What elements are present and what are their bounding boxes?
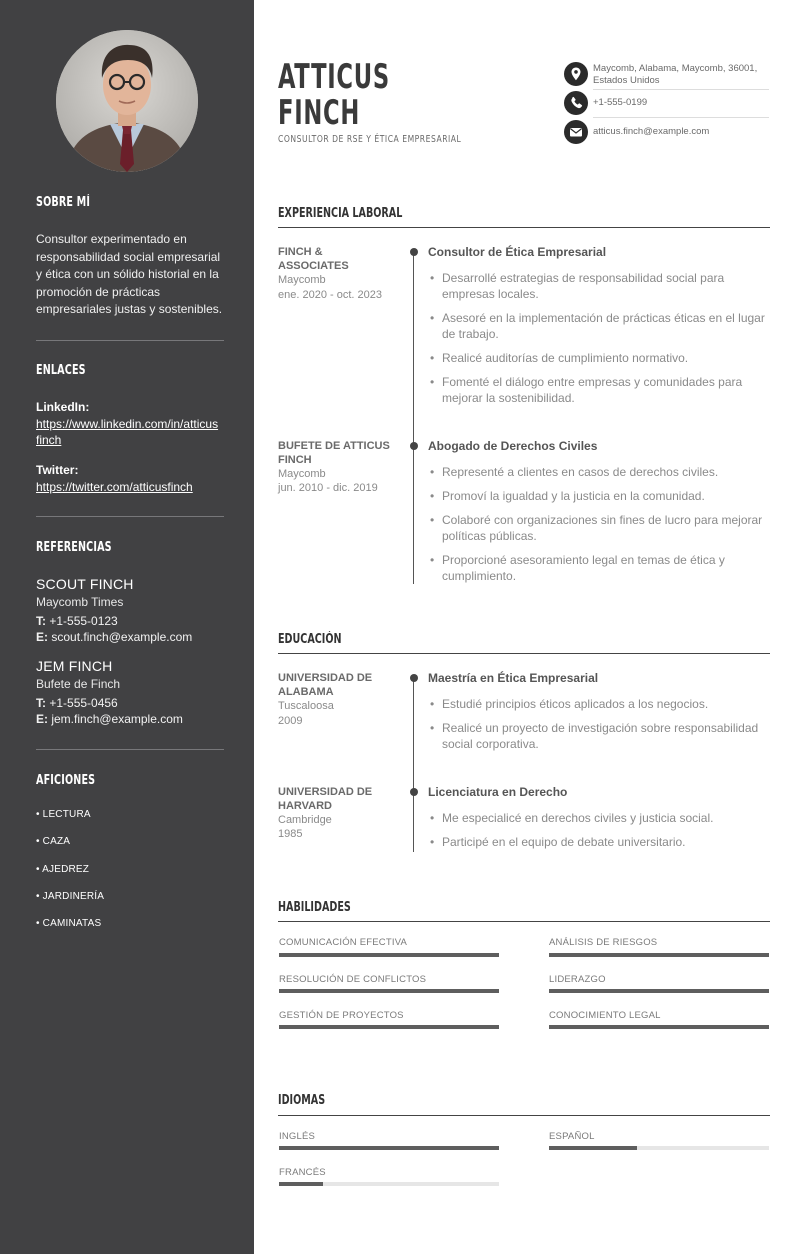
job-title: CONSULTOR DE RSE Y ÉTICA EMPRESARIAL: [278, 134, 462, 145]
email-label: E:: [36, 712, 48, 726]
language-label: FRANCÉS: [279, 1167, 326, 1178]
hobby-item: • LECTURA: [36, 809, 91, 820]
skills-title: HABILIDADES: [278, 900, 351, 915]
envelope-icon: [564, 120, 588, 144]
reference-org: Maycomb Times: [36, 595, 124, 609]
reference-name: SCOUT FINCH: [36, 576, 134, 592]
hobby-item: • CAZA: [36, 836, 71, 847]
entry-organization: UNIVERSIDAD DE HARVARD: [278, 786, 373, 812]
links-title: ENLACES: [36, 363, 86, 378]
email-value: scout.finch@example.com: [51, 630, 193, 644]
reference-name: JEM FINCH: [36, 658, 113, 674]
portrait-image: [56, 30, 198, 172]
entry-bullet: • Proporcioné asesoramiento legal en temas de ética y cumplimiento.: [430, 552, 770, 584]
language-bar: [279, 1146, 499, 1150]
reference-email: [36, 712, 183, 726]
phone-value: +1-555-0456: [49, 696, 118, 710]
skill-label: LIDERAZGO: [549, 974, 606, 985]
reference-phone: [36, 696, 118, 710]
first-name: ATTICUS: [278, 57, 390, 97]
timeline-line: [413, 678, 414, 852]
contact-divider: [593, 117, 769, 118]
timeline-line: [413, 252, 414, 584]
linkedin-label: LinkedIn:: [36, 400, 90, 414]
entry-bullet: • Realicé un proyecto de investigación sobre responsabilidad social corporativa.: [430, 720, 770, 752]
section-rule: [278, 653, 770, 654]
references-title: REFERENCIAS: [36, 540, 112, 555]
entry-location: Maycomb: [278, 274, 326, 286]
skill-label: CONOCIMIENTO LEGAL: [549, 1010, 661, 1021]
entry-role: Maestría en Ética Empresarial: [428, 671, 599, 685]
entry-bullet: • Colaboré con organizaciones sin fines de lucro para mejorar políticas públicas.: [430, 512, 770, 544]
phone-icon: [564, 91, 588, 115]
profile-photo: [56, 30, 198, 172]
entry-organization: BUFETE DE ATTICUS FINCH: [278, 440, 390, 466]
hobby-item: • AJEDREZ: [36, 864, 90, 875]
contact-email[interactable]: atticus.finch@example.com: [593, 126, 710, 137]
skill-label: GESTIÓN DE PROYECTOS: [279, 1010, 404, 1021]
entry-dates: 2009: [278, 715, 303, 727]
phone-label: T:: [36, 696, 46, 710]
email-label: E:: [36, 630, 48, 644]
skill-label: ANÁLISIS DE RIESGOS: [549, 937, 658, 948]
location-pin-icon: [564, 62, 588, 86]
experience-title: EXPERIENCIA LABORAL: [278, 206, 403, 221]
entry-bullet: • Estudié principios éticos aplicados a los negocios.: [430, 696, 770, 712]
sidebar-divider: [36, 516, 224, 517]
skill-bar: [279, 953, 499, 957]
skill-bar-fill: [279, 989, 499, 993]
timeline-dot: [410, 442, 418, 450]
entry-role: Abogado de Derechos Civiles: [428, 439, 598, 453]
entry-location: Maycomb: [278, 468, 326, 480]
linkedin-link[interactable]: https://www.linkedin.com/in/atticusfinch: [36, 417, 219, 447]
phone-label: T:: [36, 614, 46, 628]
contact-address: Maycomb, Alabama, Maycomb, 36001, Estados Unidos: [593, 63, 758, 86]
skill-label: COMUNICACIÓN EFECTIVA: [279, 937, 408, 948]
twitter-link[interactable]: https://twitter.com/atticusfinch: [36, 480, 193, 494]
entry-organization: UNIVERSIDAD DE ALABAMA: [278, 672, 373, 698]
sidebar-divider: [36, 749, 224, 750]
skill-bar: [279, 1025, 499, 1029]
skill-bar: [549, 1025, 769, 1029]
entry-bullet: • Asesoré en la implementación de prácticas éticas en el lugar de trabajo.: [430, 310, 770, 342]
hobbies-title: AFICIONES: [36, 773, 96, 788]
timeline-dot: [410, 248, 418, 256]
sidebar-divider: [36, 340, 224, 341]
entry-dates: 1985: [278, 828, 303, 840]
about-text: Consultor experimentado en responsabilidad social empresarial y ética con un sólido historial en la promoción de prácticas empresariales justas y sostenibles.: [36, 232, 223, 316]
reference-phone: [36, 614, 118, 628]
entry-bullet: • Promoví la igualdad y la justicia en la comunidad.: [430, 488, 770, 504]
timeline-dot: [410, 788, 418, 796]
twitter-label: Twitter:: [36, 463, 79, 477]
language-label: INGLÉS: [279, 1131, 316, 1142]
section-rule: [278, 1115, 770, 1116]
entry-bullet: • Me especialicé en derechos civiles y justicia social.: [430, 810, 770, 826]
about-title: SOBRE MÍ: [36, 195, 91, 210]
language-label: ESPAÑOL: [549, 1131, 595, 1142]
skill-bar-fill: [279, 1025, 499, 1029]
entry-location: Cambridge: [278, 814, 332, 826]
entry-organization: FINCH & ASSOCIATES: [278, 246, 349, 272]
entry-bullet: • Fomenté el diálogo entre empresas y comunidades para mejorar la sostenibilidad.: [430, 374, 770, 406]
skill-bar: [549, 953, 769, 957]
reference-org: Bufete de Finch: [36, 677, 121, 691]
skill-bar-fill: [279, 953, 499, 957]
entry-role: Consultor de Ética Empresarial: [428, 245, 607, 259]
section-rule: [278, 921, 770, 922]
entry-location: Tuscaloosa: [278, 700, 334, 712]
skill-bar-fill: [549, 989, 769, 993]
last-name: FINCH: [278, 93, 361, 133]
language-bar-fill: [549, 1146, 637, 1150]
email-value: jem.finch@example.com: [51, 712, 183, 726]
language-bar-fill: [279, 1146, 499, 1150]
entry-role: Licenciatura en Derecho: [428, 785, 568, 799]
education-title: EDUCACIÓN: [278, 632, 342, 647]
section-rule: [278, 227, 770, 228]
contact-phone: +1-555-0199: [593, 97, 648, 108]
entry-bullet: • Participé en el equipo de debate universitario.: [430, 834, 770, 850]
entry-dates: ene. 2020 - oct. 2023: [278, 289, 382, 301]
contact-divider: [593, 89, 769, 90]
entry-bullet: • Representé a clientes en casos de derechos civiles.: [430, 464, 770, 480]
hobby-item: • JARDINERÍA: [36, 891, 105, 902]
language-bar: [549, 1146, 769, 1150]
hobby-item: • CAMINATAS: [36, 918, 102, 929]
skill-bar-fill: [549, 953, 769, 957]
language-bar-fill: [279, 1182, 323, 1186]
phone-value: +1-555-0123: [49, 614, 118, 628]
entry-dates: jun. 2010 - dic. 2019: [278, 482, 378, 494]
skill-bar-fill: [549, 1025, 769, 1029]
entry-bullet: • Desarrollé estrategias de responsabilidad social para empresas locales.: [430, 270, 770, 302]
skill-bar: [549, 989, 769, 993]
language-bar: [279, 1182, 499, 1186]
entry-bullet: • Realicé auditorías de cumplimiento normativo.: [430, 350, 770, 366]
skill-label: RESOLUCIÓN DE CONFLICTOS: [279, 974, 427, 985]
skill-bar: [279, 989, 499, 993]
sidebar: [0, 0, 254, 1254]
reference-email: [36, 630, 192, 644]
languages-title: IDIOMAS: [278, 1093, 326, 1108]
timeline-dot: [410, 674, 418, 682]
